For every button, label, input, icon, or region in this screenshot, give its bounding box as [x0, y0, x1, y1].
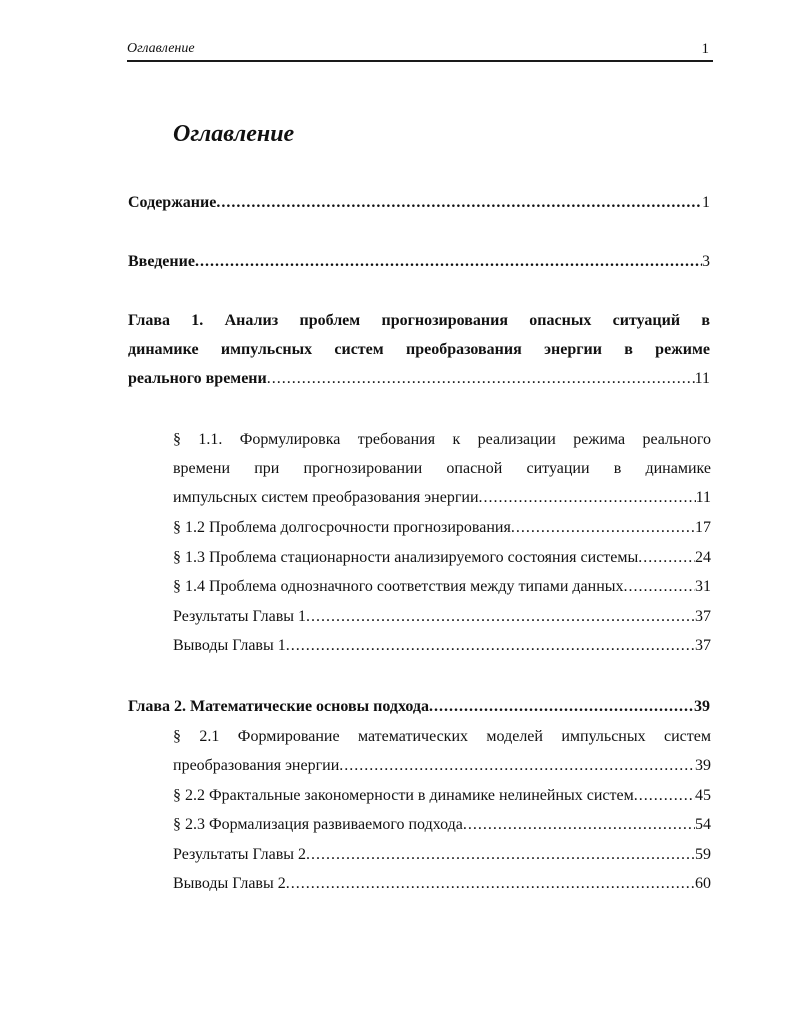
dot-leader [195, 247, 702, 276]
toc-entry-page: 45 [695, 787, 711, 804]
toc-results-chapter-2[interactable] [173, 840, 711, 869]
running-header [127, 40, 713, 62]
toc-entry-title: импульсных систем преобразования энергии [173, 489, 479, 506]
toc-entry-page: 3 [702, 253, 710, 270]
dot-leader [306, 602, 695, 631]
section-2-1-line-1: § 2.1 Формирование математических моделей импульсных систем [173, 728, 711, 745]
toc-entry-page: 39 [694, 698, 710, 715]
section-1-1-line-2: времени при прогнозировании опасной ситуации в динамике [173, 460, 711, 477]
toc-section-2-3[interactable] [173, 810, 711, 839]
toc-entry-introduction[interactable] [128, 247, 710, 276]
section-1-1-line-1: § 1.1. Формулировка требования к реализации режима реального [173, 431, 711, 448]
toc-section-1-4[interactable] [173, 572, 711, 601]
toc-entry-title: Глава 2. Математические основы подхода [128, 698, 429, 715]
dot-leader [511, 513, 695, 542]
toc-entry-page: 60 [695, 875, 711, 892]
toc-entry-title: § 1.2 Проблема долгосрочности прогнозирования [173, 519, 511, 536]
chapter-1-title-line-1: Глава 1. Анализ проблем прогнозирования опасных ситуаций в [128, 312, 710, 329]
chapter-1-title-line-3 [128, 364, 710, 393]
toc-conclusions-chapter-1[interactable] [173, 631, 711, 660]
section-1-1-line-3 [173, 483, 711, 512]
toc-entry-title: Результаты Главы 2 [173, 846, 306, 863]
toc-entry-page: 39 [695, 757, 711, 774]
dot-leader [339, 751, 695, 780]
page-title: Оглавление [173, 121, 295, 147]
dot-leader [216, 188, 702, 217]
toc-conclusions-chapter-2[interactable] [173, 869, 711, 898]
toc-chapter-2[interactable] [128, 692, 710, 721]
toc-entry-title: § 2.3 Формализация развиваемого подхода [173, 816, 463, 833]
toc-entry-page: 11 [695, 489, 711, 506]
toc-entry-title: § 1.4 Проблема однозначного соответствия между типами данных [173, 578, 624, 595]
chapter-1-title-line-2: динамике импульсных систем преобразования энергии в режиме [128, 341, 710, 358]
toc-entry-title: § 1.3 Проблема стационарности анализируемого состояния системы [173, 549, 639, 566]
toc-entry-page: 24 [695, 549, 711, 566]
toc-entry-page: 1 [702, 194, 710, 211]
toc-entry-title: преобразования энергии [173, 757, 340, 774]
toc-entry-title: Введение [128, 253, 195, 270]
toc-entry-title: Выводы Главы 1 [173, 637, 286, 654]
toc-entry-title: Результаты Главы 1 [173, 608, 306, 625]
toc-results-chapter-1[interactable] [173, 602, 711, 631]
toc-section-2-2[interactable] [173, 781, 711, 810]
toc-entry-page: 31 [695, 578, 711, 595]
toc-entry-title: реального времени [128, 370, 267, 387]
dot-leader [306, 840, 695, 869]
toc-section-1-2[interactable] [173, 513, 711, 542]
toc-entry-title: Содержание [128, 194, 217, 211]
dot-leader [267, 364, 695, 393]
toc-section-1-3[interactable] [173, 543, 711, 572]
running-header-page-number: 1 [701, 41, 709, 57]
dot-leader [638, 543, 695, 572]
dot-leader [429, 692, 694, 721]
toc-entry-page: 54 [695, 816, 711, 833]
dot-leader [634, 781, 695, 810]
toc-entry-title: § 2.2 Фрактальные закономерности в динамике нелинейных систем [173, 787, 634, 804]
toc-entry-page: 59 [695, 846, 711, 863]
toc-entry-contents[interactable] [128, 188, 710, 217]
dot-leader [286, 631, 695, 660]
toc-entry-page: 17 [695, 519, 711, 536]
dot-leader [463, 810, 695, 839]
toc-entry-title: Выводы Главы 2 [173, 875, 286, 892]
running-header-title: Оглавление [127, 41, 195, 56]
dot-leader [286, 869, 695, 898]
section-2-1-line-2 [173, 751, 711, 780]
toc-entry-page: 37 [695, 608, 711, 625]
toc-entry-page: 37 [695, 637, 711, 654]
dot-leader [479, 483, 696, 512]
toc-entry-page: 11 [694, 370, 710, 387]
dot-leader [624, 572, 695, 601]
